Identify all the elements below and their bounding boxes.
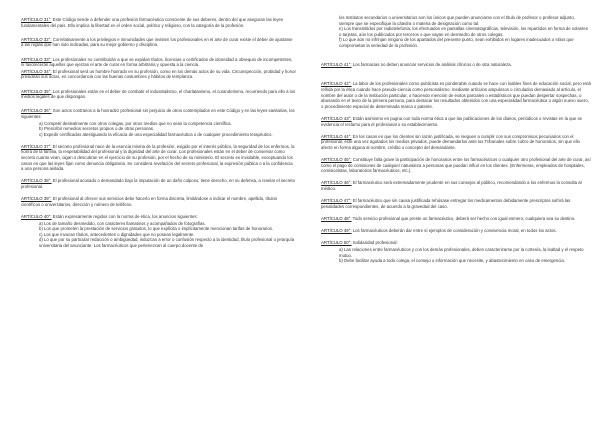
article-text: Los farmacéuticos deberán dar entre sí ejemplos de consideración y convivencia moral, en todos los actos.	[352, 228, 557, 234]
article-32	[21, 37, 296, 48]
article-46	[321, 180, 591, 191]
article-title: ARTÍCULO 45°:	[321, 157, 352, 163]
article-title: ARTÍCULO 44°:	[321, 133, 352, 139]
list-item: f) Lo que aún no infrinjan ninguno de los apartados del presente punto, sean exhibidos en lugares inadecuados o sitios que comprometan la seriedad de la profesión.	[339, 37, 574, 48]
article-title: ARTÍCULO 37°:	[21, 143, 52, 149]
article-44	[321, 134, 591, 151]
article-40-continued	[321, 15, 591, 49]
article-49	[321, 228, 591, 234]
article-text: En los casos en que los clientes sin razón justificada, se nieguen a cumplir con sus compromisos pecuniarios con el profesional, éste una vez agotados los medios privados, puede demandarlos ante los Tribunales sobre cobro de honorarios, sin que ello afecte en forma alguna al nombre, crédito o concepto del demandante.	[321, 133, 580, 150]
article-list	[321, 26, 591, 48]
article-title: ARTÍCULO 35°:	[21, 88, 52, 94]
list-item: c) Expedir certificados atestiguando la eficacia de una especialidad farmacéutica o de cualquier procedimiento terapéutico.	[39, 131, 273, 137]
article-33	[21, 57, 296, 68]
article-text: El profesional al ofrecer sus servicios debe hacerlo en forma discreta, limitándose a indicar el nombre, apellido, títulos científicos o universitarios, dirección y número de teléfono.	[21, 196, 278, 207]
article-31	[21, 17, 296, 28]
list-item: a) Competir deslealmente con otros colegas, por otros medios que no sean la competencia científica.	[39, 120, 232, 126]
article-text: Constituye falta grave la participación de honorarios entre los farmacéuticos o cualquier otro profesional del arte de curar, así como el pago de comisiones de cualquier naturaleza a personas que puedan influir en los clientes. (Enfermeras, empleados de hospitales, comisionistas, laboratorios farmacéuticos, etc.).	[321, 157, 591, 174]
list-item: a) Las relaciones entre farmacéuticos y con los demás profesionales, deben caracterizarse por la cortesía, la lealtad y el respeto mutuo.	[339, 246, 584, 258]
article-36	[21, 108, 296, 137]
article-title: ARTÍCULO 31°:	[21, 17, 52, 22]
article-title: ARTÍCULO 34°:	[21, 68, 52, 74]
article-title: ARTÍCULO 47°:	[321, 198, 352, 204]
article-text: Están expresamente regidos con la norma de ética, los anuncios siguientes:	[52, 214, 198, 219]
article-37	[21, 144, 296, 172]
article-text: Los farmacias no deben anunciar servicios de análisis clínicos o de otra naturaleza.	[352, 62, 512, 68]
article-title: ARTÍCULO 46°:	[321, 180, 352, 186]
article-list	[321, 247, 591, 264]
list-item: b) Prescribir remedios secretos propios o de otras personas.	[39, 126, 155, 132]
article-text: El farmacéutico será extremadamente prudente en sus consejos al público, recomendando a los enfermos la consulta al médico.	[321, 180, 582, 192]
article-text: los Institutos secundarios o universitarios son los únicos que pueden anunciarse con el título de profesor o profesor adjunto, siempre que se especifique la cátedra o materia de designación como tal.	[339, 15, 575, 26]
article-title: ARTÍCULO 32°:	[21, 36, 52, 42]
article-text: Correlativamente a los privilegios e inmunidades que invisten los profesionales en el arte de curar existe el deber de ajustarse a las reglas que han sido indicadas, para su mejor gobierno y disciplina.	[21, 36, 293, 48]
article-text: Todo servicio profesional que preste un farmacéutico, deberá ser hecho con igual esmero, cualquiera sea su destino.	[352, 216, 576, 221]
article-text: El secreto profesional nace de la esencia misma de la profesión, exigido por el interés público, la seguridad de los enfermos, la honra de la familia, la respetabilidad del profesional y la dignidad del arte de curar. Los profesionales están en el deber de conservar como secreto cuanto vean, oigan o descubran en el ejercicio de su profesión, por el hecho de su ministerio. El secreto es inviolable, exceptuando los casos en que las leyes fijan como denuncia obligatoria. Se considera revelación del secreto profesional, la expresión pública o a la confidencia a una persona aislada.	[21, 143, 295, 172]
list-item: c) Los que invocan títulos, antecedentes o dignidades que no posean legalmente.	[39, 231, 195, 237]
article-43	[321, 116, 591, 127]
article-40	[21, 214, 296, 249]
article-34	[21, 69, 296, 80]
article-50	[321, 240, 591, 263]
right-column	[321, 15, 591, 270]
list-item: a) Los de tamaño desmedido, con caracteres llamativos y acompañados de fotografías.	[39, 220, 206, 226]
article-text: Son actos contrarios a la honradez profesional sin perjuicio de otros contemplados en este Código y en las leyes sanitarias, los siguientes:	[21, 108, 295, 119]
article-text: Los profesionales no contribuirán a que se expidan títulos, licencias o certificados de idoneidad a obsequio de incompetentes, ni favorecerán aquellos que ejerzan el arte de curar en forma arbitraria y opuesta a la ciencia.	[21, 56, 293, 68]
list-item: b) Los que prometen la prestación de servicios gratuitos, lo que explícita o implícitamente mencionan tarifas de honorarios.	[39, 226, 274, 232]
article-text: Este Código tiende a defender una profesión farmacéutica consciente de sus deberes, dentro del que aseguran las leyes fundamentales del país. Ello implica la libertad en el orden social, político y religioso, con la categoría de la profesión.	[21, 17, 284, 28]
article-45	[321, 157, 591, 174]
article-39	[21, 196, 296, 207]
article-title: ARTÍCULO 43°:	[321, 115, 352, 121]
article-title: ARTÍCULO 40°:	[21, 214, 52, 219]
article-text: El farmacéutico que sin causa justificada rehúsase entregar los medicamentos debidamente prescriptos sufrirá las penalidades correspondientes, de acuerdo a la gravedad del caso.	[321, 198, 571, 209]
article-title: ARTÍCULO 42°:	[321, 81, 352, 87]
list-item: b) Debe facilitar ayuda a todo colega, el consejo o información que necesite, y abastecimiento en caso de emergencia.	[339, 258, 565, 264]
article-title: ARTÍCULO 48°:	[321, 216, 352, 221]
article-title: ARTÍCULO 33°:	[21, 56, 52, 62]
article-text: Solidaridad profesional:	[352, 240, 398, 246]
article-48	[321, 216, 591, 222]
article-text: La labor de los profesionales como publicista es ponderable cuando se hace con loables fines de educación social, pero está reñida por la ética cuando hace pseudo-ciencia como personalismo, mediante artículos ampulosos o circulados demasiado al artículo, el nombre del autor o de la institución particular, o haciendo mención de éxitos parciales o estadísticos que puedan despertar sospechas, o abusando en el texto de la primera persona, para destacar los resultados obtenidos con una especialidad farmacéutica o algún nuevo suero, o procedimiento especial de determinada marca o patente.	[321, 81, 591, 109]
article-text: Están asimismo en pugna con toda norma ética a que las publicaciones de los diarios, periódicos o revistas en la que se evidencia el reclamo para el profesional o su establecimiento.	[321, 115, 583, 127]
article-title: ARTÍCULO 38°:	[21, 178, 52, 184]
article-list	[21, 221, 296, 249]
article-text: El profesional será un hombre honrado en su profesión, como en los demás actos de su vida. Circunspección, probidad y honor presidirán sus actos, en concordancia con las buenas costumbres y hábitos de templanza.	[21, 68, 296, 80]
article-38	[21, 178, 296, 189]
list-item: e) Los transmitidos por radiotelefonía, los efectuados en pantallas cinematográficas, televisión, los repartidos en forma de volantes o tarjetas, aún los publicados por terceros o que vayan en desmedro de otros colegas.	[339, 26, 588, 37]
article-42	[321, 81, 591, 109]
article-text: El profesional acusado o demandado bajo la imputación de un daño culposo, tiene derecho, en su defensa, a revelar el secreto profesional.	[21, 178, 295, 190]
article-list	[21, 121, 296, 138]
article-41	[321, 62, 591, 68]
article-title: ARTÍCULO 41°:	[321, 62, 352, 68]
article-title: ARTÍCULO 39°:	[21, 196, 52, 202]
article-47	[321, 198, 591, 209]
article-title: ARTÍCULO 49°:	[321, 228, 352, 234]
list-item: d) Lo que por su particular redacción o ambigüedad, induzcan a error o confusión respecto a la identidad, título profesional o jerarquía universitaria del anunciante. Los farmacéuticos que pertenezcan al cuerpo docente de	[39, 237, 295, 248]
article-35	[21, 89, 296, 100]
article-title: ARTÍCULO 36°:	[21, 108, 52, 114]
article-title: ARTÍCULO 50°:	[321, 240, 352, 246]
article-text: Los profesionales están en el deber de combatir el industrialismo, el charlatanismo, el curanderismo, recurriendo para ello a los medios legales de que dispongan.	[21, 88, 296, 100]
left-column	[21, 17, 296, 255]
